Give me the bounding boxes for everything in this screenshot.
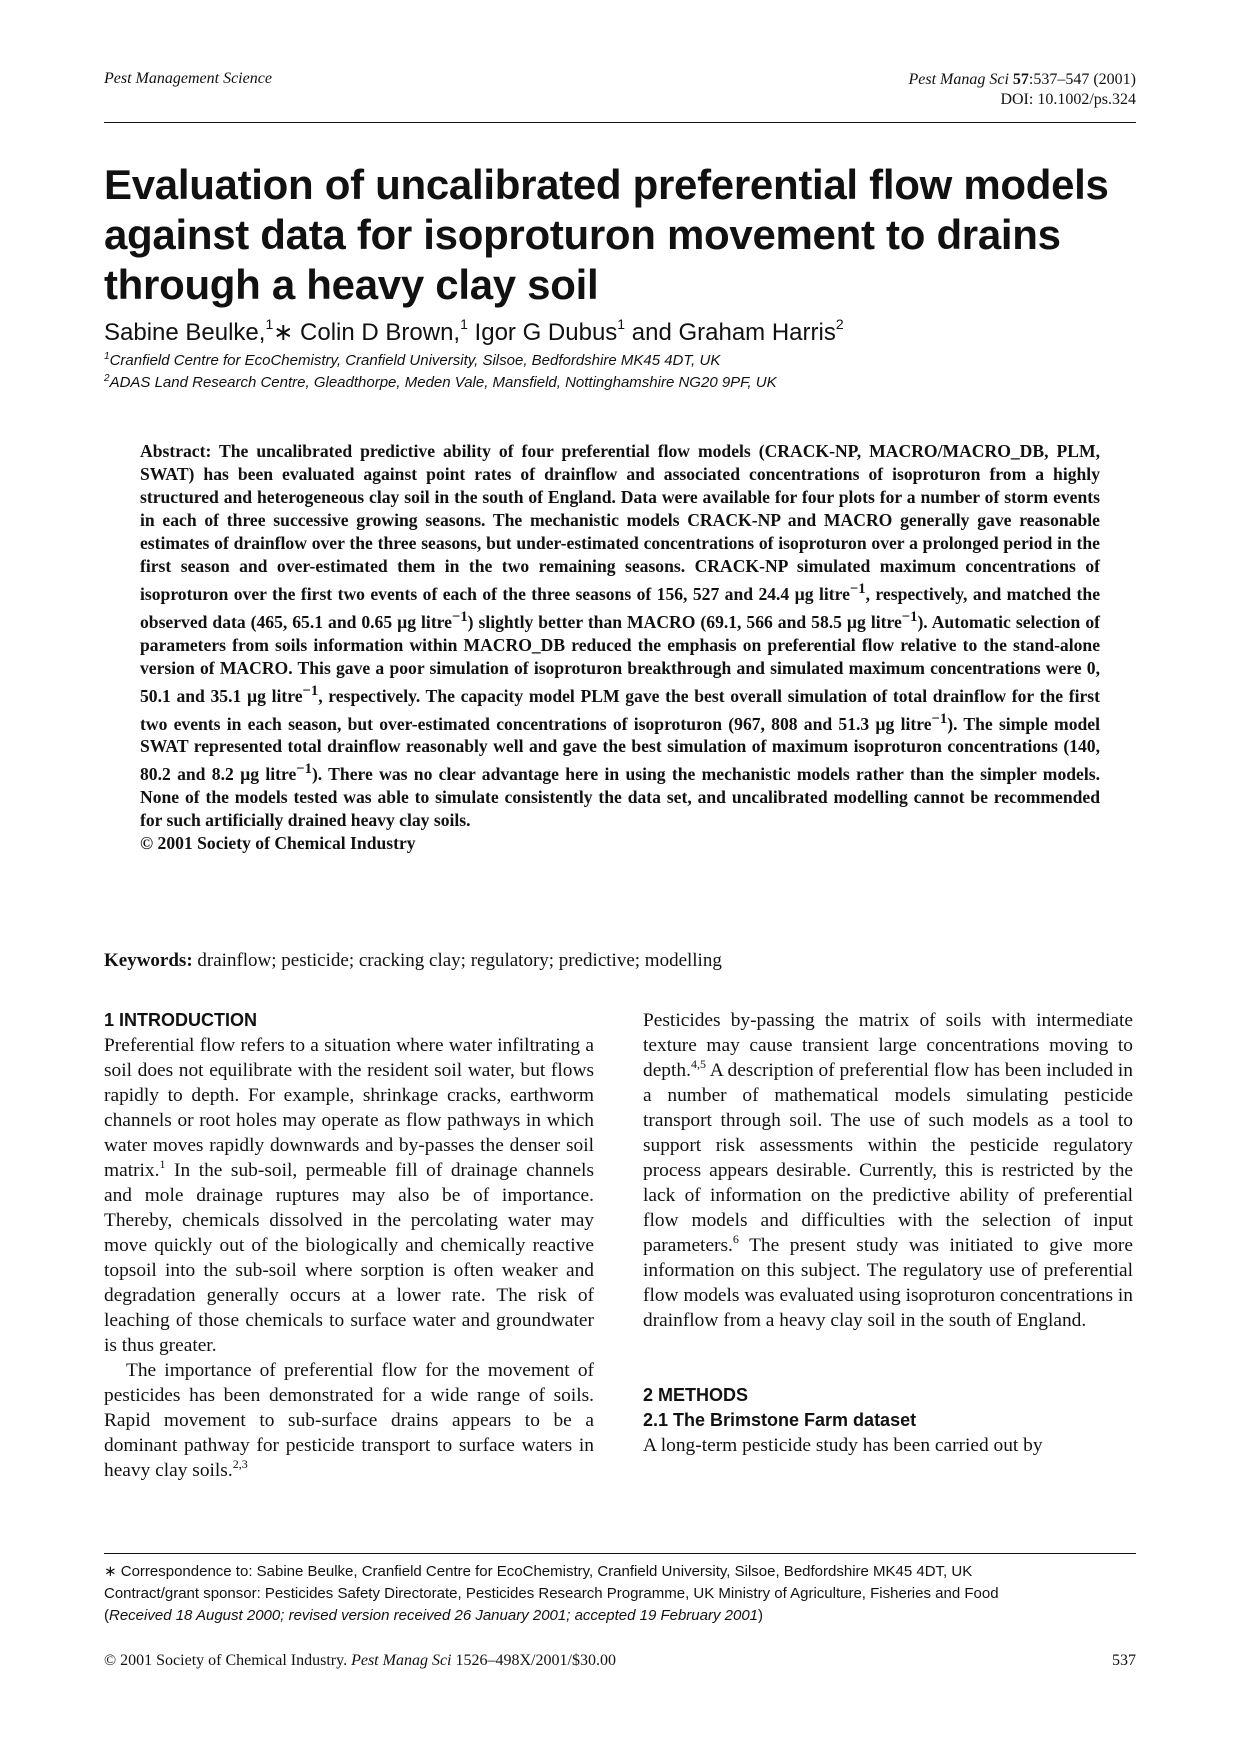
paragraph-text: Pesticides by-passing the matrix of soils with intermediate texture may cause transient large concentrations moving to depth. [643, 1010, 1133, 1081]
footer-copyright-text: © 2001 Society of Chemical Industry. [104, 1652, 352, 1669]
body-column-right [643, 1008, 1133, 1458]
affiliation-text: ADAS Land Research Centre, Gleadthorpe, Meden Vale, Mansfield, Nottinghamshire NG20 9PF, UK [109, 374, 777, 391]
section-heading-methods: 2 METHODS [643, 1385, 749, 1405]
abstract-text: , respectively, and matched the observed data (465, 65.1 and 0.65 µg litre [140, 583, 1101, 632]
paren: ) [758, 1607, 764, 1624]
author-beulke: Sabine Beulke, [104, 319, 266, 346]
doi: DOI: 10.1002/ps.324 [1000, 91, 1136, 108]
body-paragraph: A long-term pesticide study has been carried out by [643, 1435, 1043, 1456]
page-number: 537 [1112, 1652, 1136, 1669]
footnote-rule [104, 1553, 1136, 1554]
citation-volume: 57 [1012, 71, 1029, 88]
sponsor-note: Contract/grant sponsor: Pesticides Safety Directorate, Pesticides Research Programme, UK Ministry of Agriculture, Fisheries and Food [104, 1585, 999, 1602]
paragraph-text: Preferential flow refers to a situation where water infiltrating a soil does not equilibrate with the resident soil water, but flows rapidly to depth. For example, shrinkage cracks, earthworm channels or root holes may operate as flow pathways in which water moves rapidly downwards and by-passes the denser soil matrix. [104, 1035, 594, 1181]
article-title: Evaluation of uncalibrated preferential flow models against data for isoproturon movement to drains through a heavy clay soil [104, 161, 1109, 308]
unit-exponent: −1 [296, 761, 312, 778]
running-head-citation [908, 70, 1136, 110]
author-affil-mark: 1 [617, 316, 626, 332]
citation-pages: :537–547 (2001) [1028, 71, 1136, 88]
received-note [104, 1605, 1136, 1627]
author-dubus: Igor G Dubus [467, 319, 618, 346]
body-paragraph [104, 1033, 594, 1358]
affiliation-2 [104, 373, 777, 393]
abstract-text: ). Automatic selection of parameters from soils information within MACRO_DB reduced the emphasis on preferential flow relative to the stand-alone version of MACRO. This gave a poor simulation of isoproturon breakthrough and simulated maximum concentrations were 0, 50.1 and 35.1 µg litre [140, 611, 1100, 706]
author-affil-mark: 2 [835, 316, 844, 332]
abstract [140, 440, 1100, 855]
reference-marker: 6 [732, 1232, 739, 1246]
keywords-label: Keywords: [104, 950, 193, 971]
footer-issn: 1526–498X/2001/$30.00 [451, 1652, 616, 1669]
author-list [104, 318, 844, 348]
paragraph-text: In the sub-soil, permeable fill of drainage channels and mole drainage ruptures may also be of importance. Thereby, chemicals dissolved in the percolating water may move quickly out of the biologically and chemically reactive topsoil into the sub-soil where sorption is often weaker and degradation generally occurs at a lower rate. The risk of leaching of those chemicals to surface water and groundwater is thus greater. [104, 1160, 594, 1356]
author-affil-mark: 1 [265, 316, 274, 332]
subsection-heading-brimstone: 2.1 The Brimstone Farm dataset [643, 1410, 917, 1430]
unit-exponent: −1 [901, 608, 918, 625]
affiliation-number: 2 [104, 373, 110, 384]
paragraph-text: The importance of preferential flow for the movement of pesticides has been demonstrated for a wide range of soils. Rapid movement to sub-surface drains appears to be a dominant pathway for pesticide transport to surface waters in heavy clay soils. [104, 1360, 594, 1481]
reference-marker: 4,5 [690, 1057, 706, 1071]
author-affil-mark: 1 [460, 316, 468, 332]
body-paragraph [104, 1358, 594, 1483]
author-harris: and Graham Harris [625, 319, 836, 346]
abstract-text: , respectively. The capacity model PLM gave the best overall simulation of total drainflow for the first two events in each season, but over-estimated concentrations of isoproturon (967, 808 and 51.3 µg litre [140, 685, 1100, 734]
reference-marker: 2,3 [232, 1457, 248, 1471]
abstract-text: ). The simple model SWAT represented total drainflow reasonably well and gave the best simulation of maximum isoproturon concentrations (140, 80.2 and 8.2 µg litre [140, 713, 1100, 785]
section-heading-introduction: 1 INTRODUCTION [104, 1010, 257, 1030]
section-spacer [643, 1333, 1133, 1383]
paren: ( [104, 1607, 109, 1624]
running-head-journal: Pest Management Science [104, 70, 272, 87]
affiliation-number: 1 [104, 351, 110, 362]
unit-exponent: −1 [931, 710, 948, 727]
header-rule [104, 122, 1136, 123]
reference-marker: 1 [159, 1157, 166, 1171]
footer-journal: Pest Manag Sci [351, 1652, 452, 1669]
correspondence-mark: ∗ [273, 319, 294, 346]
abstract-text: Abstract: The uncalibrated predictive ability of four preferential flow models (CRACK-NP, MACRO/MACRO_DB, PLM, SWAT) has been evaluated against point rates of drainflow and associated concentrations of isoproturon from a highly structured and heterogeneous clay soil in the south of England. Data were available for four plots for a number of storm events in each of three successive growing seasons. The mechanistic models CRACK-NP and MACRO generally gave reasonable estimates of drainflow over the three seasons, but under-estimated concentrations of isoproturon over a prolonged period in the first season and over-estimated them in the two remaining seasons. CRACK-NP simulated maximum concentrations of isoproturon over the first two events of each of the three seasons of 156, 527 and 24.4 µg litre [140, 441, 1100, 604]
unit-exponent: −1 [849, 581, 866, 597]
unit-exponent: −1 [451, 608, 468, 625]
keywords [104, 950, 722, 972]
paragraph-text: A description of preferential flow has been included in a number of mathematical models simulating pesticide transport through soil. The use of such models as a tool to support risk assessments within the pesticide regulatory process appears desirable. Currently, this is restricted by the lack of information on the predictive ability of preferential flow models and difficulties with the selection of input parameters. [643, 1060, 1133, 1256]
footnotes [104, 1561, 1136, 1627]
page-footer-copyright [104, 1652, 616, 1670]
abstract-text: ). There was no clear advantage here in using the mechanistic models rather than the simpler models. None of the models tested was able to simulate consistently the data set, and uncalibrated modelling cannot be recommended for such artificially drained heavy clay soils. [140, 764, 1100, 831]
body-paragraph [643, 1008, 1133, 1333]
affiliation-text: Cranfield Centre for EcoChemistry, Cranfield University, Silsoe, Bedfordshire MK45 4DT, UK [109, 352, 721, 369]
abstract-copyright: © 2001 Society of Chemical Industry [140, 833, 416, 854]
citation-line [908, 70, 1136, 90]
received-dates: Received 18 August 2000; revised version received 26 January 2001; accepted 19 February 2001 [109, 1607, 759, 1624]
paragraph-text: The present study was initiated to give more information on this subject. The regulatory use of preferential flow models was evaluated using isoproturon concentrations in drainflow from a heavy clay soil in the south of England. [643, 1235, 1133, 1331]
citation-journal: Pest Manag Sci [908, 71, 1009, 88]
unit-exponent: −1 [302, 682, 319, 699]
affiliation-1 [104, 351, 720, 371]
author-brown: Colin D Brown, [293, 319, 461, 346]
body-column-left [104, 1008, 594, 1483]
correspondence-note: ∗ Correspondence to: Sabine Beulke, Cranfield Centre for EcoChemistry, Cranfield University, Silsoe, Bedfordshire MK45 4DT, UK [104, 1563, 973, 1580]
abstract-text: ) slightly better than MACRO (69.1, 566 and 58.5 µg litre [467, 611, 902, 632]
keywords-text: drainflow; pesticide; cracking clay; regulatory; predictive; modelling [192, 950, 722, 971]
